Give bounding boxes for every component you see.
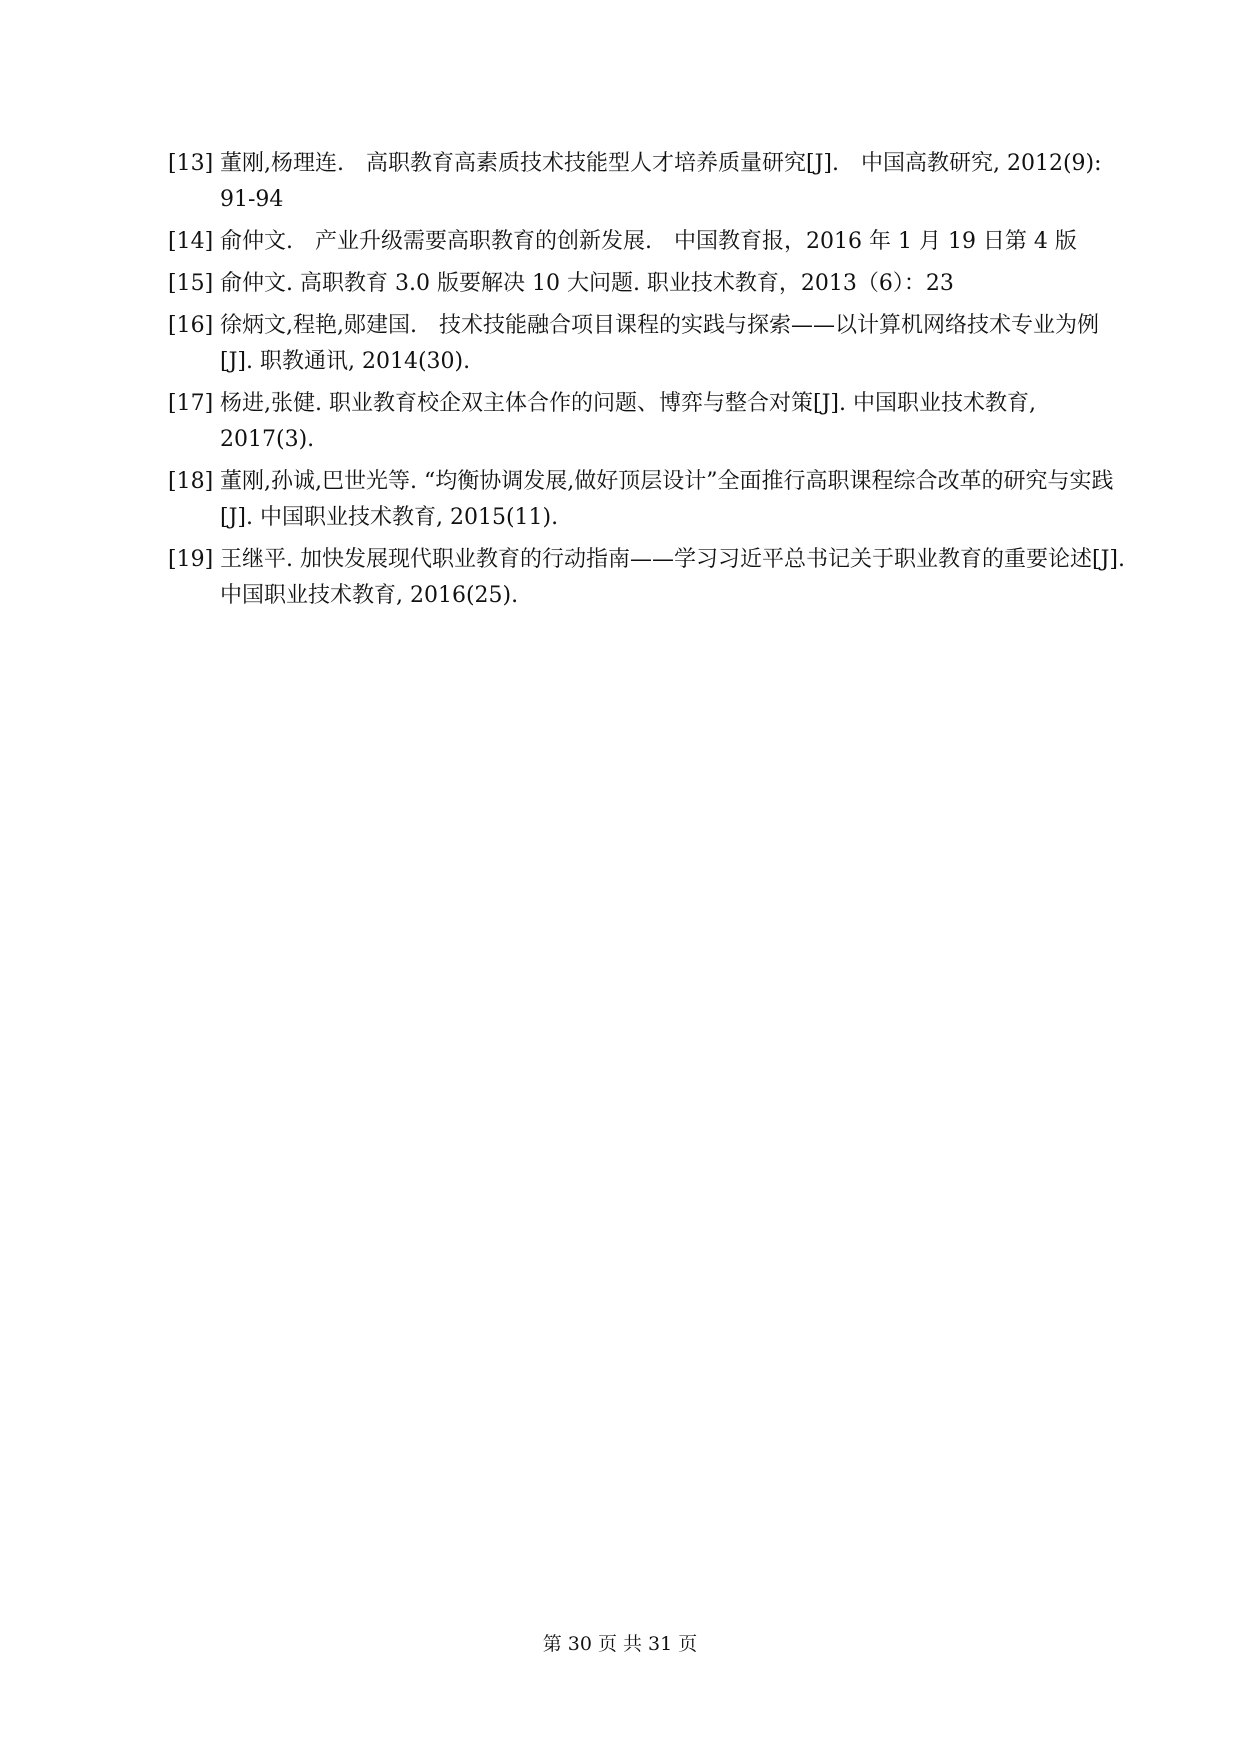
reference-item xyxy=(168,542,1128,614)
reference-number: [19] xyxy=(168,547,214,572)
page-number-label: 第 30 页 共 31 页 xyxy=(542,1633,698,1655)
reference-text: 王继平. 加快发展现代职业教育的行动指南——学习习近平总书记关于职业教育的重要论述[J]. 中国职业技术教育, 2016(25). xyxy=(220,547,1125,608)
reference-text: 董刚,孙诚,巴世光等. “均衡协调发展,做好顶层设计”全面推行高职课程综合改革的研究与实践[J]. 中国职业技术教育, 2015(11). xyxy=(220,469,1114,530)
reference-number: [13] xyxy=(168,151,214,176)
reference-number: [18] xyxy=(168,469,214,494)
reference-item xyxy=(168,146,1128,218)
reference-text: 杨进,张健. 职业教育校企双主体合作的问题、博弈与整合对策[J]. 中国职业技术教育, 2017(3). xyxy=(220,391,1036,452)
reference-item xyxy=(168,386,1128,458)
reference-item xyxy=(168,464,1128,536)
reference-number: [15] xyxy=(168,271,214,296)
reference-text: 俞仲文. 高职教育 3.0 版要解决 10 大问题. 职业技术教育，2013（6）：23 xyxy=(220,271,954,296)
reference-number: [17] xyxy=(168,391,214,416)
page-footer xyxy=(0,1630,1240,1658)
reference-number: [16] xyxy=(168,313,214,338)
reference-text: 俞仲文. 产业升级需要高职教育的创新发展. 中国教育报，2016 年 1 月 19 日第 4 版 xyxy=(220,229,1077,254)
reference-text: 董刚,杨理连. 高职教育高素质技术技能型人才培养质量研究[J]. 中国高教研究, 2012(9): 91-94 xyxy=(220,151,1102,212)
reference-text: 徐炳文,程艳,郧建国. 技术技能融合项目课程的实践与探索——以计算机网络技术专业为例[J]. 职教通讯, 2014(30). xyxy=(220,313,1099,374)
reference-item xyxy=(168,224,1128,260)
reference-number: [14] xyxy=(168,229,214,254)
reference-item xyxy=(168,308,1128,380)
reference-list xyxy=(168,146,1128,620)
reference-item xyxy=(168,266,1128,302)
